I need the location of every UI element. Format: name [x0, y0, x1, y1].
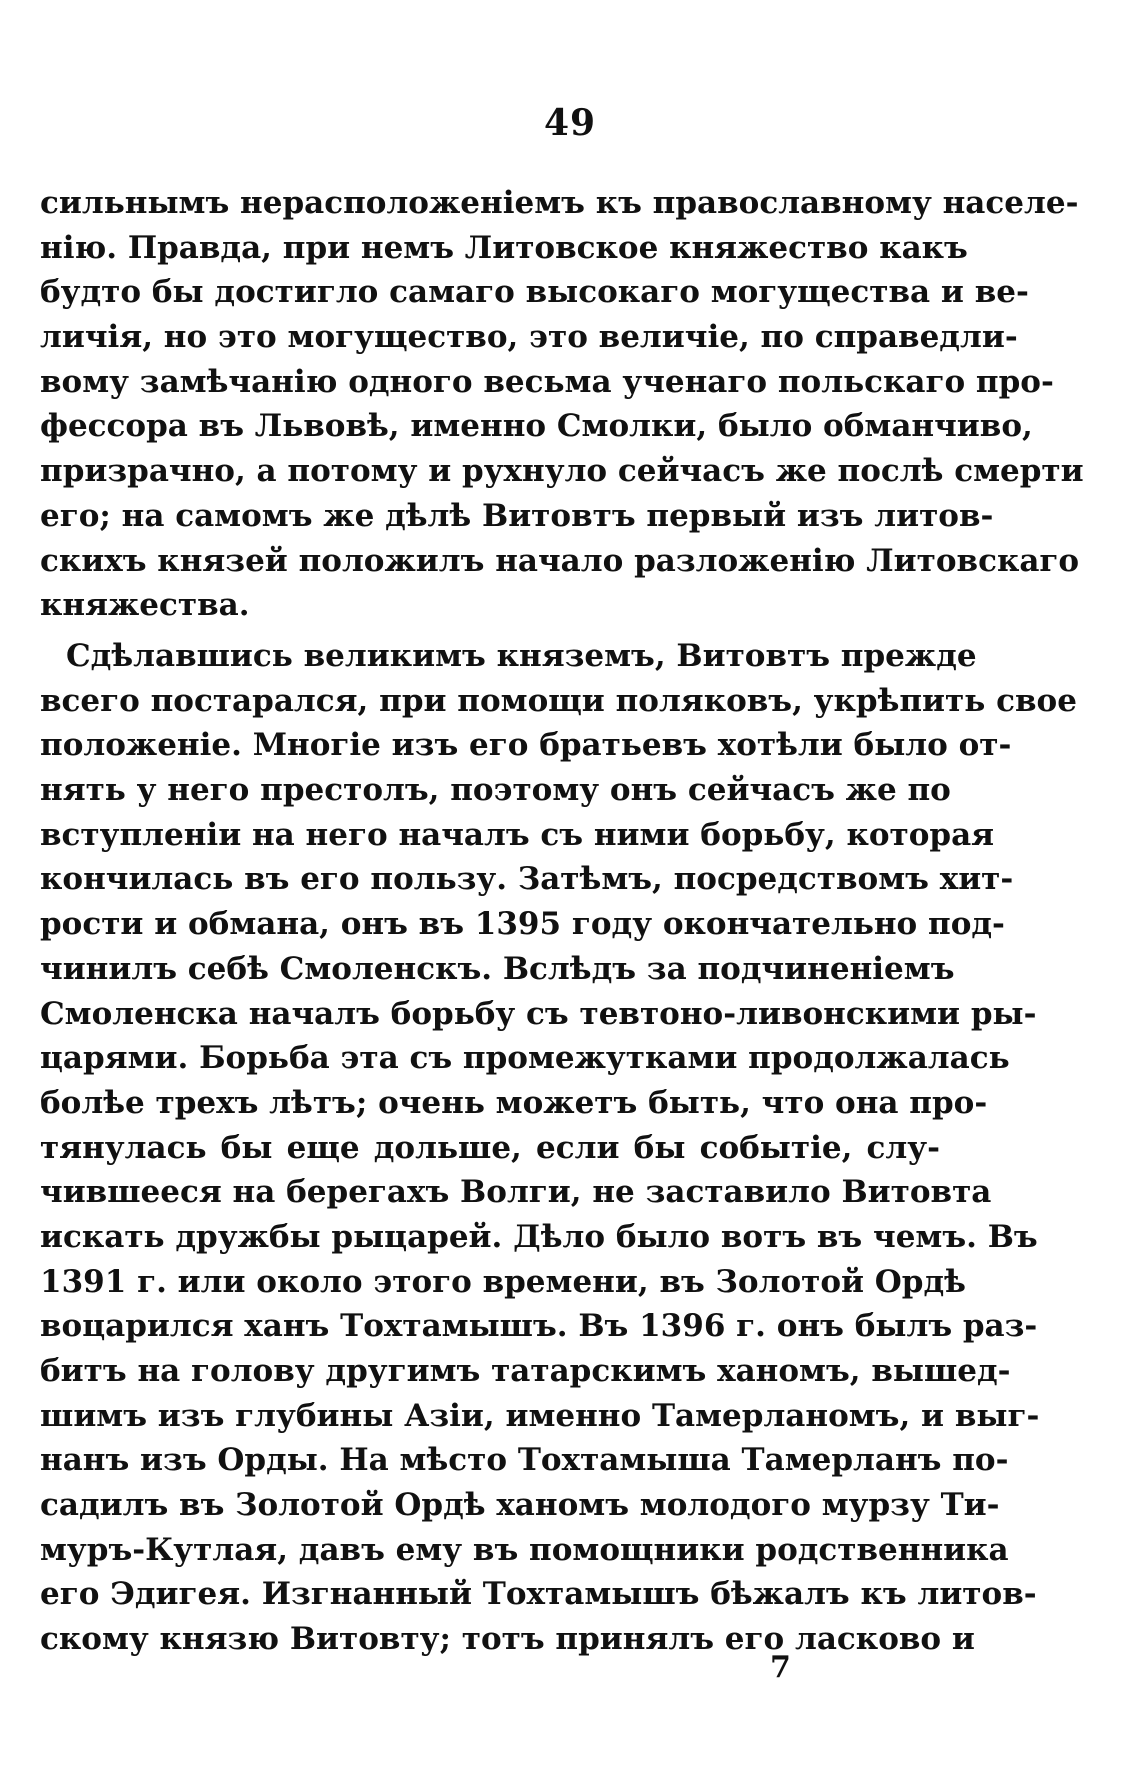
- text-line: его Эдигея. Изгнанный Тохтамышъ бѣжалъ къ литов-: [40, 1576, 1037, 1613]
- text-line: вступленіи на него началъ съ ними борьбу, которая: [40, 816, 995, 853]
- text-line: кончилась въ его пользу. Затѣмъ, посредствомъ хит-: [40, 861, 1014, 898]
- text-line: садилъ въ Золотой Ордѣ ханомъ молодого мурзу Ти-: [40, 1487, 1000, 1524]
- text-line: нанъ изъ Орды. На мѣсто Тохтамыша Тамерланъ по-: [40, 1442, 1009, 1479]
- text-line: муръ-Кутлая, давъ ему въ помощники родственника: [40, 1531, 1009, 1568]
- signature-mark: 7: [770, 1650, 791, 1685]
- text-line: чинилъ себѣ Смоленскъ. Вслѣдъ за подчиненіемъ: [40, 950, 955, 987]
- text-line: нять у него престолъ, поэтому онъ сейчасъ же по: [40, 772, 951, 809]
- text-line: болѣе трехъ лѣтъ; очень можетъ быть, что она про-: [40, 1084, 988, 1121]
- text-line: княжества.: [40, 587, 250, 624]
- text-line: Смоленска началъ борьбу съ тевтоно-ливонскими ры-: [40, 995, 1037, 1032]
- text-line: будто бы достигло самаго высокаго могущества и ве-: [40, 274, 1029, 311]
- text-line: царями. Борьба эта съ промежутками продолжалась: [40, 1040, 1010, 1077]
- paragraph-1: [40, 181, 1084, 628]
- text-line: тянулась бы еще дольше, если бы событіе, слу-: [40, 1129, 940, 1166]
- text-line: воцарился ханъ Тохтамышъ. Въ 1396 г. онъ былъ раз-: [40, 1308, 1038, 1345]
- text-line: Сдѣлавшись великимъ княземъ, Витовтъ прежде: [66, 638, 977, 674]
- text-line: чившееся на берегахъ Волги, не заставило Витовта: [40, 1174, 992, 1211]
- text-line: вому замѣчанію одного весьма ученаго польскаго про-: [40, 363, 1054, 400]
- text-line: нію. Правда, при немъ Литовское княжество какъ: [40, 229, 968, 266]
- text-line: его; на самомъ же дѣлѣ Витовтъ первый изъ литов-: [40, 497, 994, 534]
- text-line: искать дружбы рыцарей. Дѣло было вотъ въ чемъ. Въ: [40, 1218, 1038, 1255]
- text-line: битъ на голову другимъ татарскимъ ханомъ, вышед-: [40, 1353, 1011, 1389]
- text-line: сильнымъ нерасположеніемъ къ православному населе-: [40, 185, 1079, 221]
- text-line: личія, но это могущество, это величіе, по справедли-: [40, 319, 1018, 356]
- text-line: скому князю Витовту; тотъ принялъ его ласково и: [40, 1621, 975, 1658]
- text-line: шимъ изъ глубины Азіи, именно Тамерланомъ, и выг-: [40, 1397, 1040, 1434]
- text-line: фессора въ Львовѣ, именно Смолки, было обманчиво,: [40, 408, 1033, 445]
- text-line: призрачно, а потому и рухнуло сейчасъ же послѣ смерти: [40, 453, 1084, 490]
- text-line: всего постарался, при помощи поляковъ, укрѣпить свое: [40, 682, 1077, 719]
- text-line: рости и обмана, онъ въ 1395 году окончательно под-: [40, 906, 1005, 943]
- text-line: 1391 г. или около этого времени, въ Золотой Ордѣ: [40, 1263, 966, 1300]
- page-number: 49: [543, 102, 597, 144]
- text-line: положеніе. Многіе изъ его братьевъ хотѣли было от-: [40, 727, 1012, 764]
- text-line: скихъ князей положилъ начало разложенію Литовскаго: [40, 542, 1080, 579]
- paragraph-2: [40, 634, 1077, 1662]
